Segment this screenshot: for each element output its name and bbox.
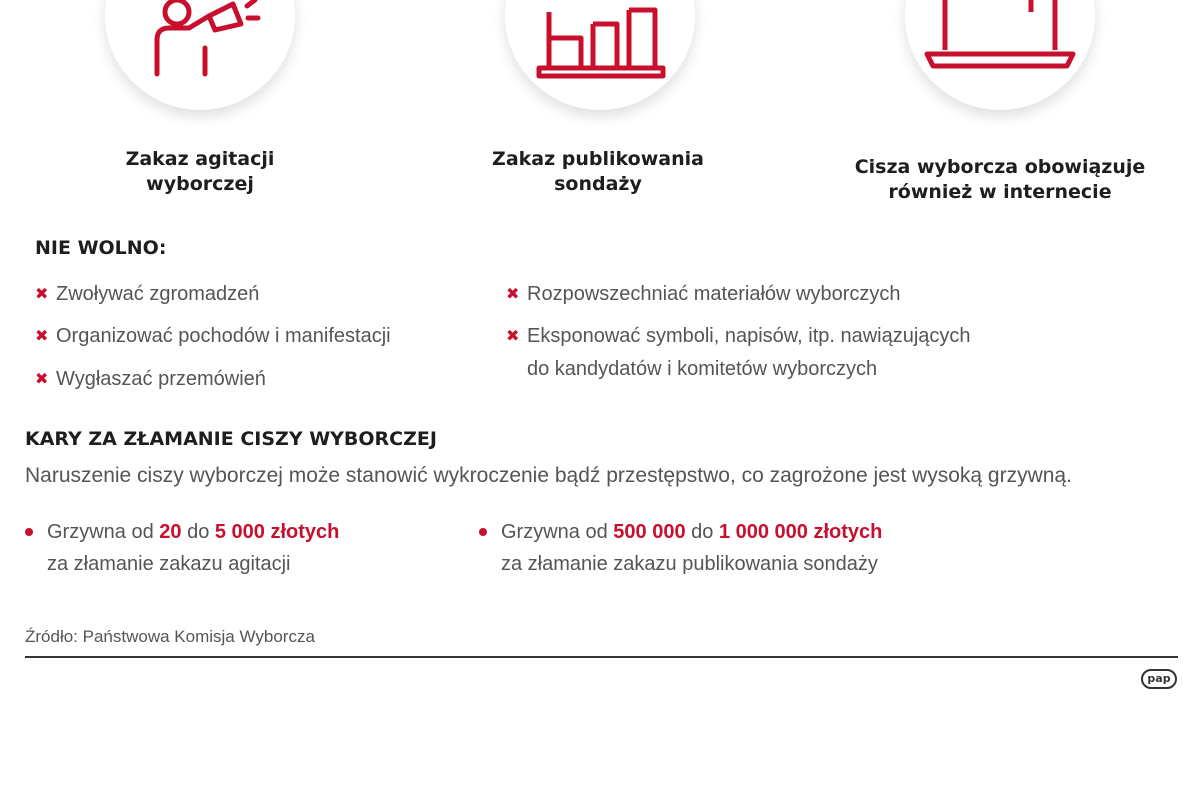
- kary-description: Naruszenie ciszy wyborczej może stanowić wykroczenie bądź przestępstwo, co zagrożone jest wysoką grzywną.: [25, 464, 1072, 487]
- megaphone-person-icon: [105, 0, 295, 110]
- list-item: ✖ Rozpowszechniać materiałów wyborczych: [527, 279, 900, 309]
- caption-internet: Cisza wyborcza obowiązuje również w internecie: [854, 156, 1146, 203]
- fine-item-agitation: Grzywna od 20 do 5 000 złotych za złamanie zakazu agitacji: [47, 516, 339, 580]
- laptop-icon: [905, 0, 1095, 110]
- cross-icon: ✖: [35, 284, 49, 303]
- list-item: ✖ Wygłaszać przemówień: [56, 364, 266, 394]
- list-item: ✖ Organizować pochodów i manifestacji: [56, 321, 391, 351]
- nie-wolno-title: NIE WOLNO:: [35, 237, 167, 259]
- bullet-icon: [25, 528, 33, 536]
- divider: [25, 656, 1178, 658]
- bullet-icon: [479, 528, 487, 536]
- cross-icon: ✖: [35, 326, 49, 345]
- polls-icon-circle: [505, 0, 695, 110]
- kary-title: KARY ZA ZŁAMANIE CISZY WYBORCZEJ: [25, 428, 437, 450]
- bar-chart-icon: [505, 0, 695, 110]
- caption-agitation: Zakaz agitacji wyborczej: [125, 148, 275, 195]
- agitation-icon-circle: [105, 0, 295, 110]
- fine-item-polls: Grzywna od 500 000 do 1 000 000 złotych za złamanie zakazu publikowania sondaży: [501, 516, 882, 580]
- internet-icon-circle: [905, 0, 1095, 110]
- cross-icon: ✖: [35, 369, 49, 388]
- source-note: Źródło: Państwowa Komisja Wyborcza: [25, 627, 315, 646]
- caption-polls: Zakaz publikowania sondaży: [492, 148, 704, 195]
- cross-icon: ✖: [506, 326, 520, 345]
- pap-logo: pap: [1141, 669, 1177, 689]
- cross-icon: ✖: [506, 284, 520, 303]
- list-item: ✖ Zwoływać zgromadzeń: [56, 279, 259, 309]
- list-item: ✖ Eksponować symboli, napisów, itp. nawiązujących do kandydatów i komitetów wyborczych: [527, 321, 971, 384]
